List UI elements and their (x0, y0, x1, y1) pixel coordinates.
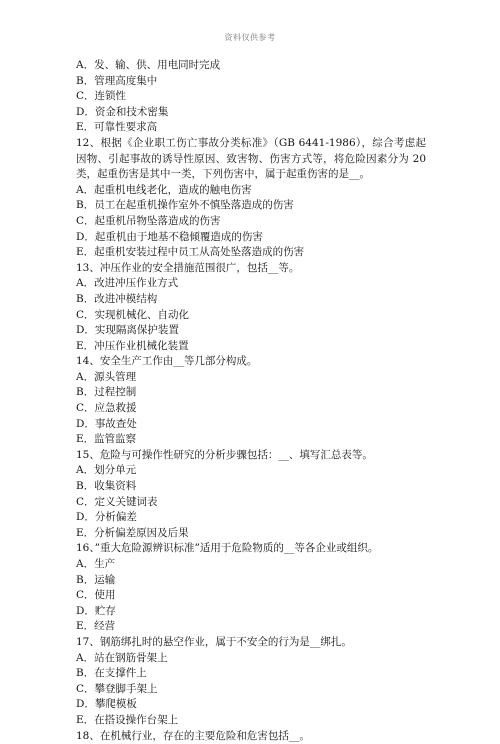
answer-option: C．攀登脚手架上 (76, 682, 158, 695)
answer-option: A．生产 (76, 558, 116, 570)
document-body (76, 58, 426, 744)
answer-option: A．发、输、供、用电同时完成 (76, 59, 221, 71)
answer-option: C．起重机吊物坠落造成的伤害 (76, 214, 221, 227)
answer-option: B．过程控制 (76, 386, 137, 399)
answer-option: B．在支撑件上 (76, 667, 147, 680)
answer-option: E．冲压作业机械化装置 (76, 339, 189, 352)
answer-option: A．源头管理 (76, 370, 137, 383)
answer-option: B．运输 (76, 573, 116, 586)
question-text: 14、安全生产工作由__等几部分构成。 (76, 355, 258, 368)
question-text: 17、钢筋绑扎时的悬空作业，属于不安全的行为是__绑扎。 (76, 635, 352, 648)
answer-option: E．监管监察 (76, 433, 137, 446)
answer-option: D．事故查处 (76, 417, 137, 430)
answer-option: D．分析偏差 (76, 511, 137, 524)
answer-option: A．起重机电线老化，造成的触电伤害 (76, 183, 252, 196)
page-header: 资料仅供参考 (224, 33, 276, 42)
question-text: 16、”重大危险源辨识标准”适用于危险物质的__等各企业或组织。 (76, 542, 379, 555)
answer-option: B．管理高度集中 (76, 74, 158, 87)
answer-option: D．实现隔离保护装置 (76, 324, 179, 337)
answer-option: E．起重机安装过程中员工从高处坠落造成的伤害 (76, 246, 305, 259)
question-text: 15、危险与可操作性研究的分析步骤包括：__、填写汇总表等。 (76, 448, 373, 461)
answer-option: C．定义关键词表 (76, 495, 158, 508)
answer-option: A．划分单元 (76, 464, 137, 477)
answer-option: E．在搭设操作台架上 (76, 713, 179, 726)
answer-option: C．连锁性 (76, 90, 127, 103)
answer-option: E．分析偏差原因及后果 (76, 526, 189, 539)
answer-option: A．站在钢筋骨架上 (76, 651, 168, 664)
answer-option: B．员工在起重机操作室外不慎坠落造成的伤害 (76, 199, 294, 212)
answer-option: B．收集资料 (76, 480, 137, 493)
answer-option: D．资金和技术密集 (76, 105, 169, 118)
answer-option: E．经营 (76, 620, 116, 633)
answer-option: C．实现机械化、自动化 (76, 308, 190, 321)
answer-option: E．可靠性要求高 (76, 121, 158, 134)
answer-option: D．攀爬模板 (76, 698, 137, 711)
question-text: 13、冲压作业的安全措施范围很广，包括__等。 (76, 261, 300, 274)
answer-option: D．贮存 (76, 604, 116, 617)
answer-option: C．应急救援 (76, 402, 137, 415)
answer-option: B．改进冲模结构 (76, 292, 158, 305)
answer-option: A．改进冲压作业方式 (76, 277, 179, 290)
question-text: 18、在机械行业，存在的主要危险和危害包括__。 (76, 729, 310, 742)
answer-option: C．使用 (76, 589, 116, 602)
answer-option: D．起重机由于地基不稳倾覆造成的伤害 (76, 230, 263, 243)
question-text: 12、根据《企业职工伤亡事故分类标准》（GB 6441-1986），综合考虑起因物、引起事故的诱导性原因、致害物、伤害方式等，将危险因素分为 20 类，起重伤害是其中一类，下列伤害中，属于起重伤害的是__。 (76, 136, 426, 181)
